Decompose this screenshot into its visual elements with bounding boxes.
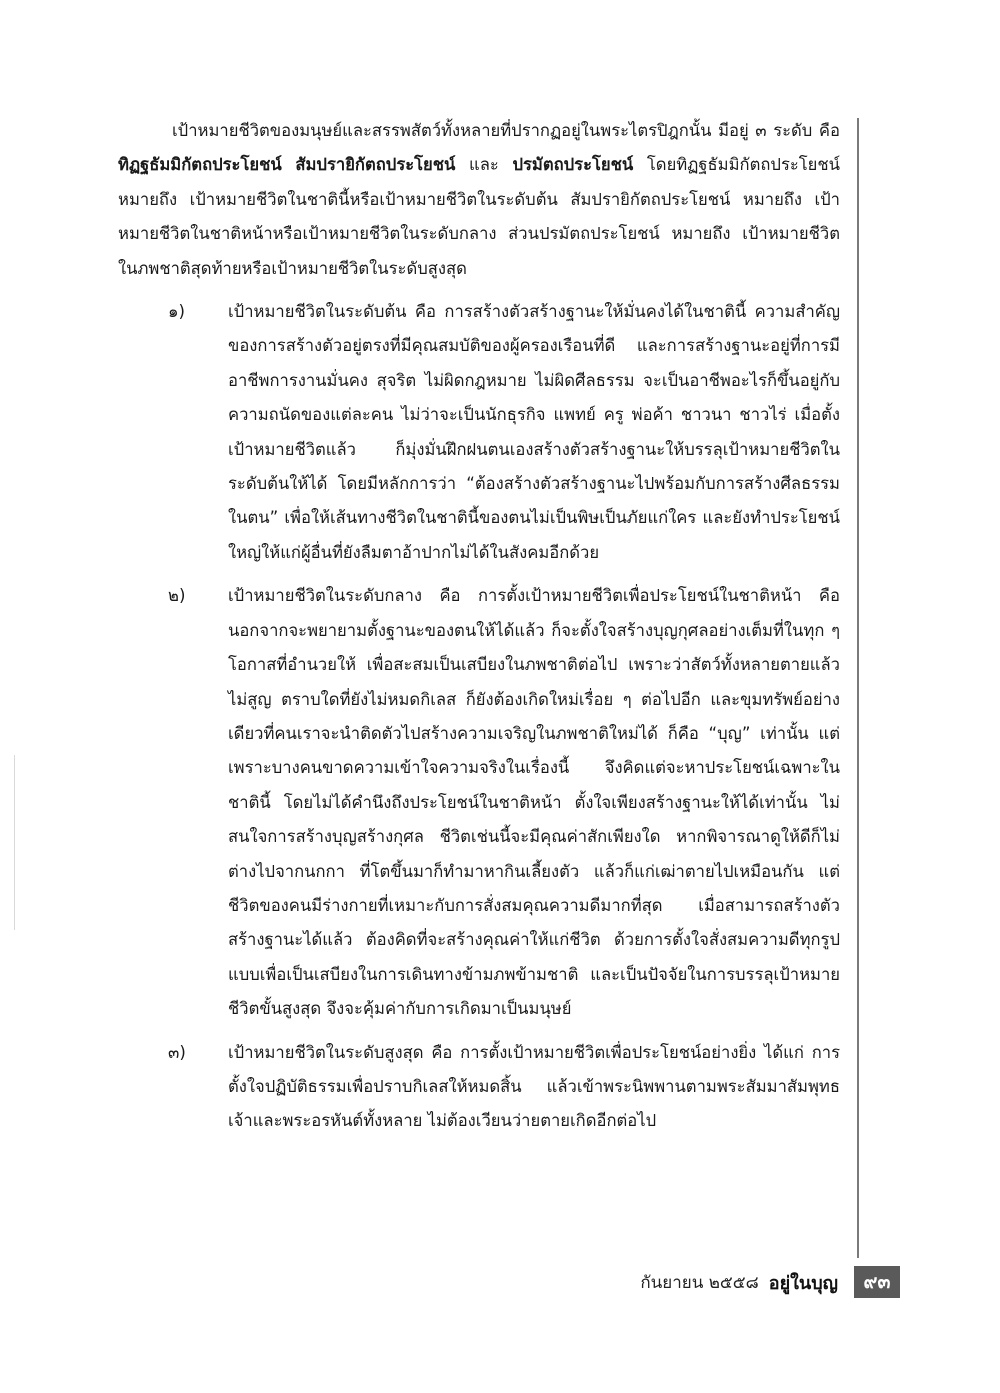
term-paramattha: ปรมัตถประโยชน์ bbox=[512, 155, 634, 175]
right-margin-rule bbox=[857, 118, 859, 1258]
intro-line-2-lead: มีอยู่ ๓ ระดับ คือ bbox=[718, 121, 840, 140]
list-item bbox=[118, 295, 840, 570]
left-faint-mark bbox=[14, 755, 15, 930]
list-item-text: เป้าหมายชีวิตในระดับกลาง คือ การตั้งเป้าหมายชีวิตเพื่อประโยชน์ในชาติหน้า คือ นอกจากจะพยายามตั้งฐานะของตนให้ได้แล้ว ก็จะตั้งใจสร้างบุญกุศลอย่างเต็มที่ในทุก ๆ โอกาสที่อำนวยให้ เพื่อสะสมเป็นเสบียงในภพชาติต่อไป เพราะว่าสัตว์ทั้งหลายตายแล้วไม่สูญ ตราบใดที่ยังไม่หมดกิเลส ก็ยังต้องเกิดใหม่เรื่อย ๆ ต่อไปอีก และขุมทรัพย์อย่างเดียวที่คนเราจะนำติดตัวไปสร้างความเจริญในภพชาติใหม่ได้ ก็คือ “บุญ” เท่านั้น แต่เพราะบางคนขาดความเข้าใจความจริงในเรื่องนี้ จึงคิดแต่จะหาประโยชน์เฉพาะในชาตินี้ โดยไม่ได้คำนึงถึงประโยชน์ในชาติหน้า ตั้งใจเพียงสร้างฐานะให้ได้เท่านั้น ไม่สนใจการสร้างบุญสร้างกุศล ชีวิตเช่นนี้จะมีคุณค่าสักเพียงใด หากพิจารณาดูให้ดีก็ไม่ต่างไปจากนกกา ที่โตขึ้นมาก็ทำมาหากินเลี้ยงตัว แล้วก็แก่เฒ่าตายไปเหมือนกัน แต่ชีวิตของคนมีร่างกายที่เหมาะกับการสั่งสมคุณความดีมากที่สุด เมื่อสามารถสร้างตัวสร้างฐานะได้แล้ว ต้องคิดที่จะสร้างคุณค่าให้แก่ชีวิต ด้วยการตั้งใจสั่งสมความดีทุกรูปแบบเพื่อเป็นเสบียงในการเดินทางข้ามภพข้ามชาติ และเป็นปัจจัยในการบรรลุเป้าหมายชีวิตขั้นสูงสุด จึงจะคุ้มค่ากับการเกิดมาเป็นมนุษย์ bbox=[228, 586, 840, 1019]
space bbox=[282, 155, 296, 174]
list-item-number: ๓) bbox=[168, 1042, 186, 1062]
conjunction-and: และ bbox=[455, 155, 513, 175]
page-number: ๙๓ bbox=[854, 1266, 900, 1298]
term-samparayika: สัมปรายิกัตถประโยชน์ bbox=[295, 155, 456, 175]
footer-date: กันยายน ๒๕๕๘ bbox=[640, 1272, 759, 1293]
intro-paragraph bbox=[118, 114, 840, 286]
list-item-text: เป้าหมายชีวิตในระดับต้น คือ การสร้างตัวสร้างฐานะให้มั่นคงได้ในชาตินี้ ความสำคัญของการสร้างตัวอยู่ตรงที่มีคุณสมบัติของผู้ครองเรือนที่ดี และการสร้างฐานะอยู่ที่การมีอาชีพการงานมั่นคง สุจริต ไม่ผิดกฎหมาย ไม่ผิดศีลธรรม จะเป็นอาชีพอะไรก็ขึ้นอยู่กับความถนัดของแต่ละคน ไม่ว่าจะเป็นนักธุรกิจ แพทย์ ครู พ่อค้า ชาวนา ชาวไร่ เมื่อตั้งเป้าหมายชีวิตแล้ว ก็มุ่งมั่นฝึกฝนตนเองสร้างตัวสร้างฐานะให้บรรลุเป้าหมายชีวิตในระดับต้นให้ได้ โดยมีหลักการว่า “ต้องสร้างตัวสร้างฐานะไปพร้อมกับการสร้างศีลธรรมในตน” เพื่อให้เส้นทางชีวิตในชาตินี้ของตนไม่เป็นพิษเป็นภัยแก่ใคร และยังทำประโยชน์ใหญ่ให้แก่ผู้อื่นที่ยังลืมตาอ้าปากไม่ได้ในสังคมอีกด้วย bbox=[228, 302, 840, 562]
term-ditthadhammika: ทิฏฐธัมมิกัตถประโยชน์ bbox=[118, 155, 282, 175]
intro-definitions: โดยทิฏฐธัมมิกัตถประโยชน์ หมายถึง เป้าหมายชีวิตในชาตินี้หรือเป้าหมายชีวิตในระดับต้น สัมปรายิกัตถประโยชน์ หมายถึง เป้าหมายชีวิตในชาติหน้าหรือเป้าหมายชีวิตในระดับกลาง ส่วนปรมัตถประโยชน์ หมายถึง เป้าหมายชีวิตในภพชาติสุดท้ายหรือเป้าหมายชีวิตในระดับสูงสุด bbox=[118, 155, 841, 278]
list-item-number: ๒) bbox=[168, 586, 186, 606]
list-item bbox=[118, 1036, 840, 1139]
list-item bbox=[118, 579, 840, 1026]
page-footer bbox=[640, 1262, 1000, 1302]
footer-magazine-title: อยู่ในบุญ bbox=[768, 1272, 838, 1294]
list-item-number: ๑) bbox=[168, 302, 186, 322]
article-body bbox=[118, 114, 840, 1139]
intro-line-1: เป้าหมายชีวิตของมนุษย์และสรรพสัตว์ทั้งหลายที่ปรากฏอยู่ในพระไตรปิฎกนั้น bbox=[172, 121, 712, 140]
list-item-text: เป้าหมายชีวิตในระดับสูงสุด คือ การตั้งเป้าหมายชีวิตเพื่อประโยชน์อย่างยิ่ง ได้แก่ การตั้งใจปฏิบัติธรรมเพื่อปราบกิเลสให้หมดสิ้น แล้วเข้าพระนิพพานตามพระสัมมาสัมพุทธเจ้าและพระอรหันต์ทั้งหลาย ไม่ต้องเวียนว่ายตายเกิดอีกต่อไป bbox=[228, 1042, 840, 1131]
